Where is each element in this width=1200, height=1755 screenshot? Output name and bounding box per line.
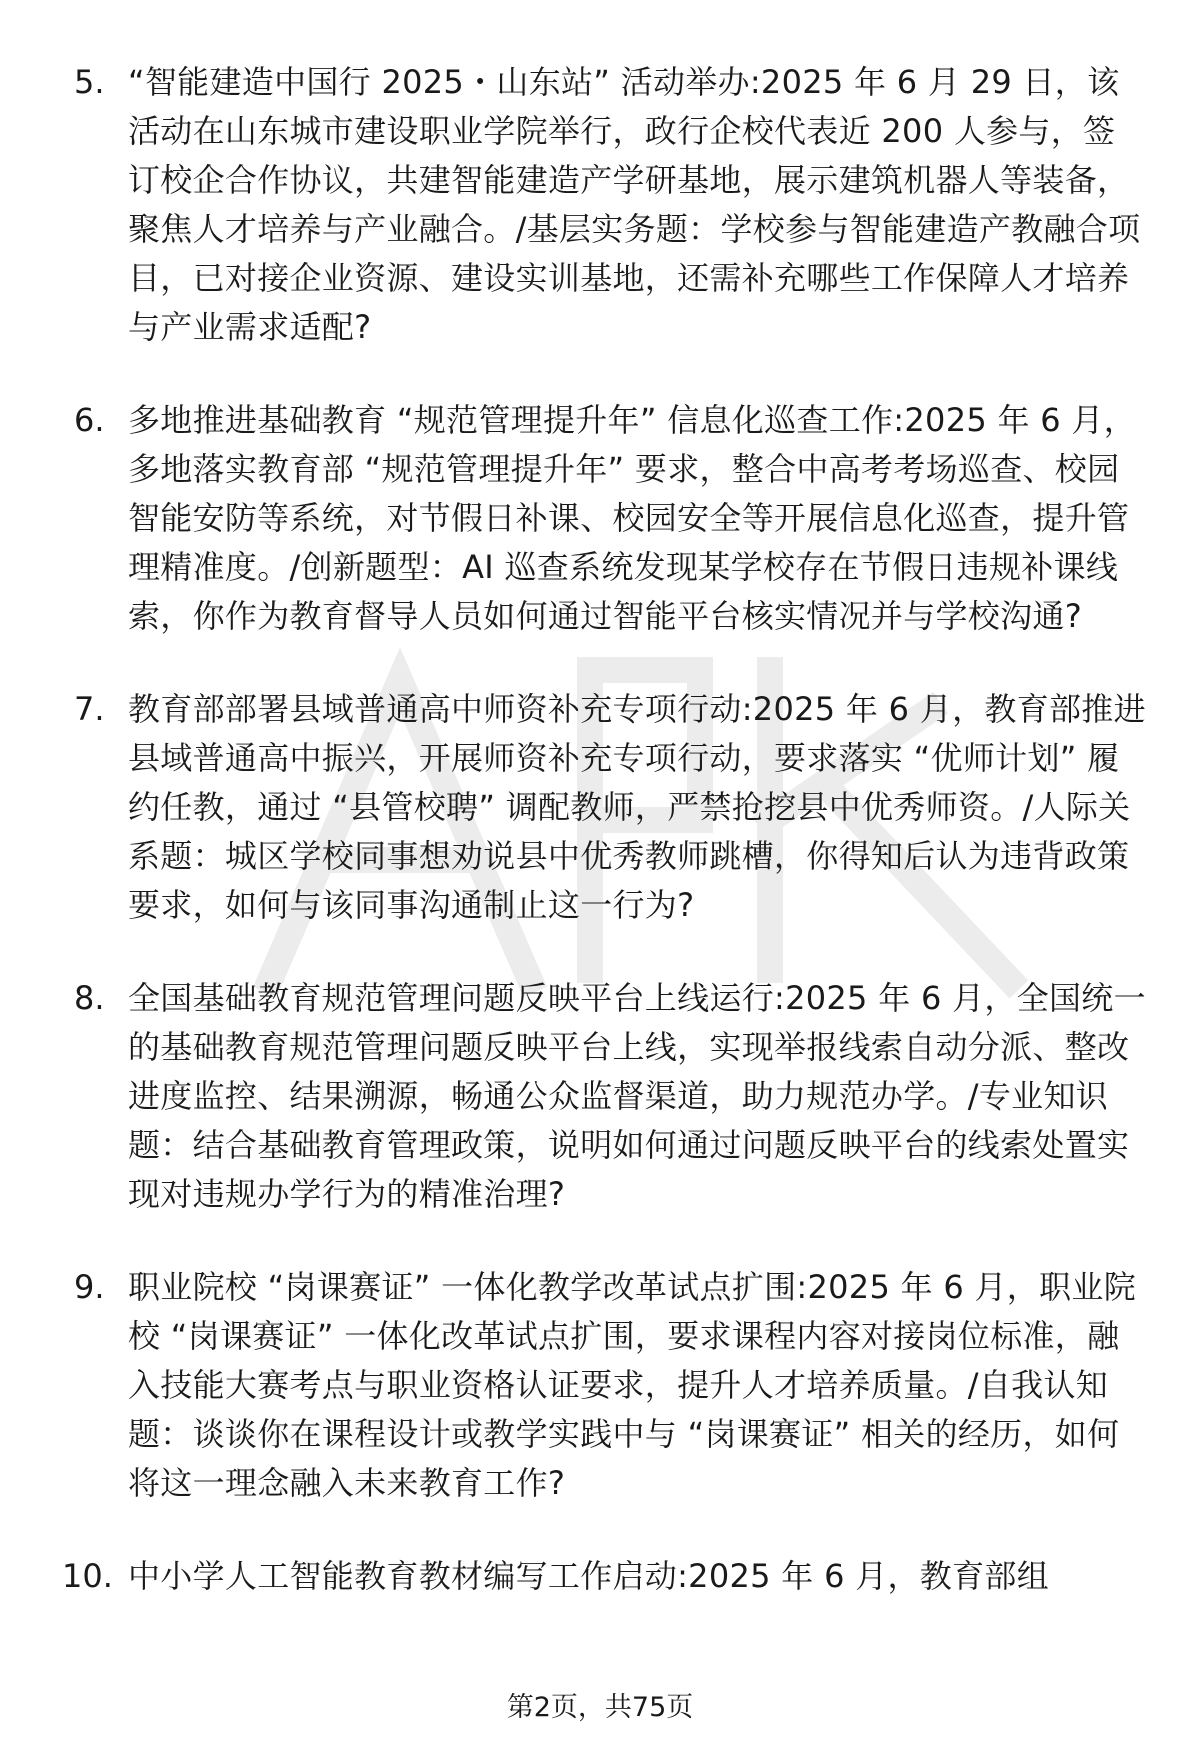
item-number: 7. <box>74 690 105 728</box>
list-item <box>62 974 1152 1219</box>
list-item <box>62 396 1152 641</box>
item-number: 5. <box>74 63 105 101</box>
list-item <box>62 1263 1152 1508</box>
list-item <box>62 685 1152 930</box>
item-text: 职业院校 “岗课赛证” 一体化教学改革试点扩围:2025 年 6 月，职业院校 “岗课赛证” 一体化改革试点扩围，要求课程内容对接岗位标准，融入技能大赛考点与职业资格认证要求，提升人才培养质量。/自我认知题：谈谈你在课程设计或教学实践中与 “岗课赛证” 相关的经历，如何将这一理念融入未来教育工作? <box>128 1268 1136 1502</box>
item-text: 多地推进基础教育 “规范管理提升年” 信息化巡查工作:2025 年 6 月，多地落实教育部 “规范管理提升年” 要求，整合中高考考场巡查、校园智能安防等系统，对节假日补课、校园安全等开展信息化巡查，提升管理精准度。/创新题型：AI 巡查系统发现某学校存在节假日违规补课线索，你作为教育督导人员如何通过智能平台核实情况并与学校沟通? <box>128 401 1136 635</box>
item-number: 10. <box>62 1557 113 1595</box>
page-footer: 第2页，共75页 <box>506 1692 694 1723</box>
item-number: 6. <box>74 401 105 439</box>
item-text: 全国基础教育规范管理问题反映平台上线运行:2025 年 6 月，全国统一的基础教育规范管理问题反映平台上线，实现举报线索自动分派、整改进度监控、结果溯源，畅通公众监督渠道，助力规范办学。/专业知识题：结合基础教育管理政策，说明如何通过问题反映平台的线索处置实现对违规办学行为的精准治理? <box>128 979 1146 1213</box>
item-text: 中小学人工智能教育教材编写工作启动:2025 年 6 月，教育部组 <box>128 1557 1049 1595</box>
item-text: 教育部部署县域普通高中师资补充专项行动:2025 年 6 月，教育部推进县域普通高中振兴，开展师资补充专项行动，要求落实 “优师计划” 履约任教，通过 “县管校聘” 调配教师，严禁抢挖县中优秀师资。/人际关系题：城区学校同事想劝说县中优秀教师跳槽，你得知后认为违背政策要求，如何与该同事沟通制止这一行为? <box>128 690 1146 924</box>
item-number: 9. <box>74 1268 105 1306</box>
question-list <box>62 58 1152 1645</box>
list-item <box>62 1552 1152 1601</box>
item-text: “智能建造中国行 2025・山东站” 活动举办:2025 年 6 月 29 日，该活动在山东城市建设职业学院举行，政行企校代表近 200 人参与，签订校企合作协议，共建智能建造产学研基地，展示建筑机器人等装备，聚焦人才培养与产业融合。/基层实务题：学校参与智能建造产教融合项目，已对接企业资源、建设实训基地，还需补充哪些工作保障人才培养与产业需求适配? <box>128 63 1141 346</box>
item-number: 8. <box>74 979 105 1017</box>
list-item <box>62 58 1152 352</box>
